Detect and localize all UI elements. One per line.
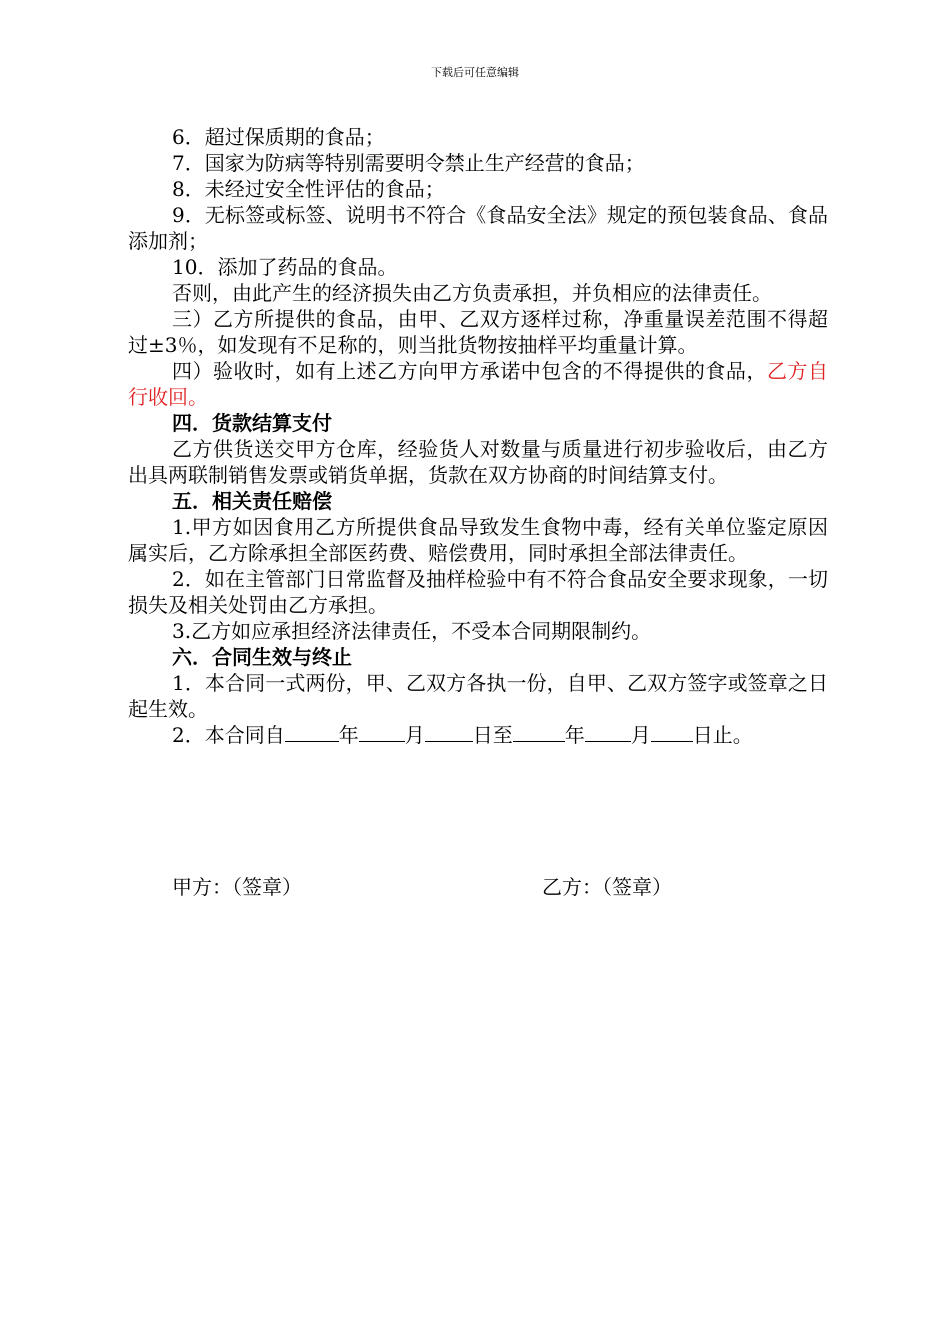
liability-paragraph: 否则，由此产生的经济损失由乙方负责承担，并负相应的法律责任。 [172,281,772,305]
end-month-label: 月 [630,723,651,747]
effect-item-2 [128,722,828,748]
liability-item-3: 3.乙方如应承担经济法律责任，不受本合同期限制约。 [172,619,652,643]
clause-item-10: 10．添加了药品的食品。 [172,255,398,279]
start-day-label: 日至 [472,723,513,747]
section-heading-liability: 五．相关责任赔偿 [172,489,332,513]
acceptance-red-text: 乙方自行收回。 [128,359,829,409]
weighing-paragraph: 三）乙方所提供的食品，由甲、乙双方逐样过称，净重量误差范围不得超过±3％，如发现有不足称的，则当批货物按抽样平均重量计算。 [128,307,828,357]
party-b-signature: 乙方：（签章） [542,875,672,899]
acceptance-paragraph [128,358,828,410]
section-heading-payment: 四．货款结算支付 [172,411,332,435]
clause-item-7: 7．国家为防病等特别需要明令禁止生产经营的食品； [172,151,645,175]
clause-item-9: 9．无标签或标签、说明书不符合《食品安全法》规定的预包装食品、食品添加剂； [128,203,828,253]
section-heading-effect: 六．合同生效与终止 [172,645,352,669]
end-month-blank [585,723,631,742]
acceptance-text: 四）验收时，如有上述乙方向甲方承诺中包含的不得提供的食品， [172,359,767,383]
liability-item-1: 1.甲方如因食用乙方所提供食品导致发生食物中毒，经有关单位鉴定原因属实后，乙方除承担全部医药费、赔偿费用，同时承担全部法律责任。 [128,515,828,565]
start-year-label: 年 [338,723,359,747]
signature-row [0,874,950,900]
contract-body [128,124,828,748]
clause-item-8: 8．未经过安全性评估的食品； [172,177,445,201]
term-prefix: 2．本合同自 [172,723,285,747]
start-month-label: 月 [404,723,425,747]
start-year-blank [285,723,339,742]
effect-item-1: 1．本合同一式两份，甲、乙双方各执一份，自甲、乙双方签字或签章之日起生效。 [128,671,828,721]
end-year-label: 年 [564,723,585,747]
end-year-blank [513,723,565,742]
start-day-blank [425,723,473,742]
clause-item-6: 6．超过保质期的食品； [172,125,385,149]
payment-paragraph: 乙方供货送交甲方仓库，经验货人对数量与质量进行初步验收后，由乙方出具两联制销售发票或销货单据，货款在双方协商的时间结算支付。 [128,437,828,487]
page-header-note: 下载后可任意编辑 [431,66,519,79]
party-a-signature: 甲方：（签章） [172,875,302,899]
end-day-label: 日止。 [692,723,753,747]
start-month-blank [359,723,405,742]
end-day-blank [651,723,693,742]
liability-item-2: 2．如在主管部门日常监督及抽样检验中有不符合食品安全要求现象，一切损失及相关处罚由乙方承担。 [128,567,828,617]
